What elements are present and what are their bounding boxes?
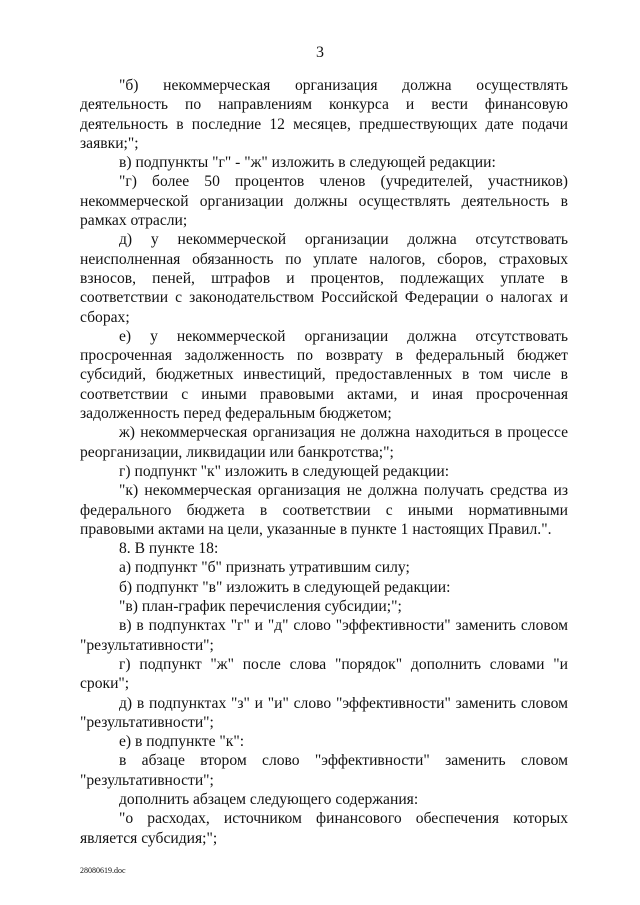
paragraph: 8. В пункте 18: <box>119 540 219 558</box>
paragraph: "б) некоммерческая организация должна осуществлять деятельность по направлениям конкурса и вести финансовую деятельность в последние 12 месяцев, предшествующих дате подачи заявки;"; <box>80 77 568 152</box>
paragraph: ж) некоммерческая организация не должна находиться в процессе реорганизации, ликвидации или банкротства;"; <box>80 424 568 461</box>
paragraph: г) подпункт "к" изложить в следующей редакции: <box>119 462 450 480</box>
paragraph: дополнить абзацем следующего содержания: <box>119 790 419 808</box>
paragraph: в) подпункты "г" - "ж" изложить в следующей редакции: <box>119 154 496 172</box>
paragraph: "о расходах, источником финансового обеспечения которых является субсидия;"; <box>80 810 568 847</box>
paragraph: д) в подпунктах "з" и "и" слово "эффективности" заменить словом "результативности"; <box>80 694 568 731</box>
paragraph: е) в подпункте "к": <box>119 733 245 751</box>
page-number: 3 <box>316 44 324 61</box>
paragraph: "г) более 50 процентов членов (учредителей, участников) некоммерческой организации должны осуществлять деятельность в рамках отрасли; <box>80 173 568 230</box>
document-body <box>80 76 568 848</box>
paragraph: в) в подпунктах "г" и "д" слово "эффективности" заменить словом "результативности"; <box>80 617 568 654</box>
paragraph: "к) некоммерческая организация не должна получать средства из федерального бюджета в соответствии с иными нормативными правовыми актами на цели, указанные в пункте 1 настоящих Правил.". <box>80 482 568 538</box>
paragraph: б) подпункт "в" изложить в следующей редакции: <box>119 578 451 596</box>
paragraph: е) у некоммерческой организации должна отсутствовать просроченная задолженность по возврату в федеральный бюджет субсидий, бюджетных инвестиций, предоставленных в том числе в соответствии с иными правовыми актами, и иная просроченная задолженность перед федеральным бюджетом; <box>80 327 568 423</box>
paragraph: а) подпункт "б" признать утратившим силу; <box>119 559 410 577</box>
footer-filename: 28080619.doc <box>80 866 126 875</box>
paragraph: г) подпункт "ж" после слова "порядок" дополнить словами "и сроки"; <box>80 655 568 693</box>
paragraph: "в) план-график перечисления субсидии;"; <box>119 598 402 616</box>
paragraph: д) у некоммерческой организации должна отсутствовать неисполненная обязанность по уплате налогов, сборов, страховых взносов, пеней, штрафов и процентов, подлежащих уплате в соответствии с законодательством Российской Федерации о налогах и сборах; <box>80 231 568 326</box>
paragraph: в абзаце втором слово "эффективности" заменить словом "результативности"; <box>80 752 568 789</box>
